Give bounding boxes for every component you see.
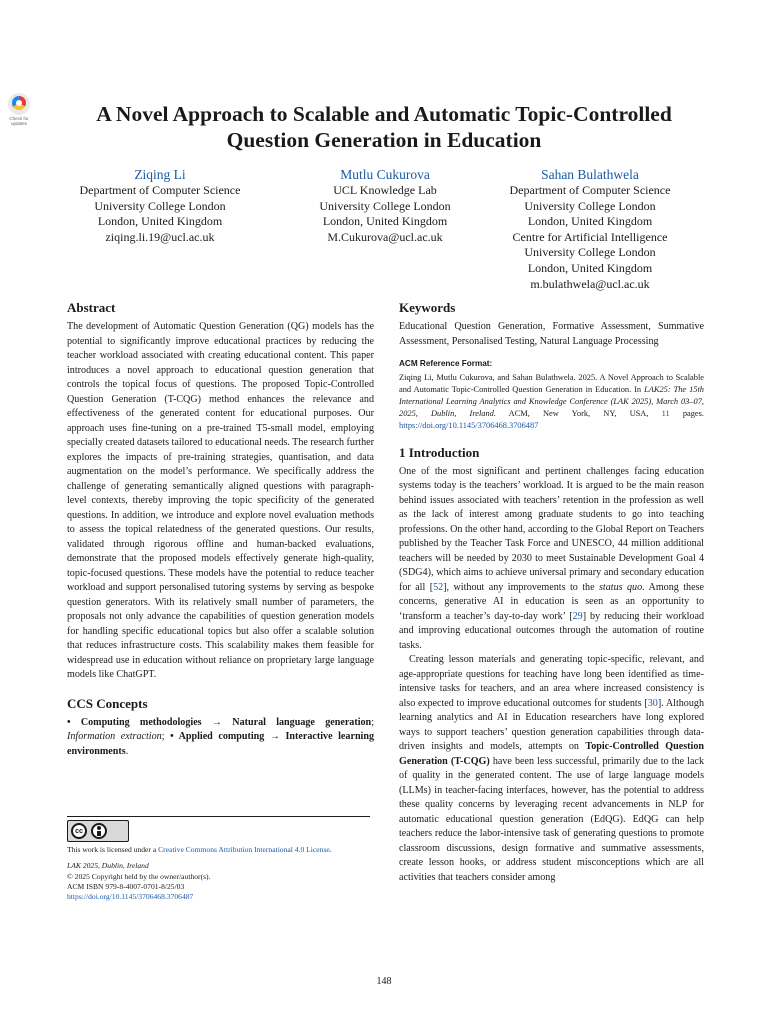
publication-meta — [67, 861, 370, 902]
author-affil: University College London — [524, 245, 656, 260]
author-3 — [490, 166, 690, 292]
ccs-heading: CCS Concepts — [67, 695, 148, 711]
ccs-part-1: • Computing methodologies → Natural language generation — [67, 716, 372, 728]
intro-paragraph-2 — [399, 653, 704, 885]
author-email: m.bulathwela@ucl.ac.uk — [530, 276, 650, 291]
text-run-italic: status quo — [599, 581, 643, 593]
attribution-icon — [91, 823, 107, 839]
ccs-concepts — [67, 716, 374, 760]
author-affil: UCL Knowledge Lab — [333, 183, 437, 197]
cc-by-logo[interactable] — [67, 820, 129, 842]
acm-ref-text — [399, 372, 704, 433]
author-affil: University College London — [94, 198, 226, 213]
acm-ref-pages-suffix: pages. — [669, 409, 704, 419]
acm-ref-doi-link[interactable]: https://doi.org/10.1145/3706468.3706487 — [399, 421, 539, 431]
author-name: Sahan Bulathwela — [541, 167, 639, 182]
author-affil: London, United Kingdom — [527, 214, 653, 229]
ccs-sep: ; — [161, 731, 171, 742]
license-divider — [67, 816, 370, 817]
intro-paragraph-1 — [399, 465, 704, 654]
text-run-bold: Topic-Controlled Question Generation (T-CQG) — [399, 741, 704, 767]
ccs-sep: ; — [371, 716, 374, 728]
text-run: One of the most significant and pertinent challenges facing education systems today is the teachers’ workload. It is argued to be the main reason behind issues associated with teachers’ retention in the profession as well as the lack of interest among graduate students to go into teaching professions. On the other hand, according to the Global Report on Teachers published by the Teacher Task Force and UNESCO, 44 million additional teachers will be needed by 2030 to meet Sustainable Development Goal 4 (SDG4), which aims to achieve universal primary and secondary education for all [ — [399, 465, 704, 593]
ccs-part-3: • Applied computing → Interactive learning environments — [67, 731, 375, 757]
citation-link[interactable]: 52 — [433, 581, 444, 593]
paper-title: A Novel Approach to Scalable and Automatic Topic-Controlled Question Generation in Education — [96, 102, 672, 152]
author-affil: Centre for Artificial Intelligence — [512, 229, 668, 244]
author-affil: London, United Kingdom — [322, 214, 448, 229]
acm-ref-pages[interactable]: 11 — [661, 409, 670, 419]
right-column — [399, 300, 704, 885]
author-affil: London, United Kingdom — [97, 214, 223, 229]
isbn: ACM ISBN 979-8-4007-0701-8/25/03 — [67, 881, 185, 891]
author-affil: Department of Computer Science — [79, 183, 241, 197]
license-text — [67, 845, 370, 855]
check-updates-icon — [8, 93, 30, 115]
doi-link[interactable]: https://doi.org/10.1145/3706468.3706487 — [67, 892, 194, 902]
acm-ref-heading: ACM Reference Format: — [399, 359, 493, 368]
acm-ref-publisher: ACM, New York, NY, USA, — [495, 409, 662, 419]
ccs-part-2: Information extraction — [67, 731, 162, 742]
license-suffix: . — [329, 845, 332, 854]
check-for-updates-badge[interactable] — [5, 93, 33, 126]
author-2 — [285, 166, 485, 245]
text-run: ] by reducing their workload and improving educational outcomes through the automation of routine tasks. — [399, 610, 704, 651]
venue: LAK 2025, Dublin, Ireland — [67, 861, 149, 871]
author-affil: University College London — [319, 198, 451, 213]
citation-link[interactable]: 29 — [572, 610, 583, 622]
badge-text: Check for updates — [9, 116, 29, 126]
keywords-text: Educational Question Generation, Formative Assessment, Summative Assessment, Personalised Testing, Natural Language Processing — [399, 321, 704, 347]
author-email: ziqing.li.19@ucl.ac.uk — [105, 229, 215, 244]
author-affil: Department of Computer Science — [509, 183, 671, 197]
page-number: 148 — [376, 976, 392, 987]
left-column — [67, 300, 374, 759]
license-block — [67, 816, 370, 902]
text-run: Creating lesson materials and generating topic-specific, relevant, and age-appropriate questions for teaching have long been identified as time-intensive tasks for teachers, and an area where increased consistency is also expected to improve educational outcomes for students [ — [399, 654, 704, 709]
text-run: ], without any improvements to the — [443, 581, 599, 593]
citation-link[interactable]: 30 — [647, 697, 658, 709]
author-name: Mutlu Cukurova — [340, 167, 430, 182]
license-prefix: This work is licensed under a — [67, 845, 159, 854]
acm-ref-venue: LAK25: The 15th International Learning Analytics and Knowledge Conference (LAK 2025), March 03–07, 2025, Dublin, Ireland. — [399, 384, 704, 419]
abstract-text: The development of Automatic Question Generation (QG) models has the potential to significantly improve educational practices by reducing the teacher workload associated with creating educational content. This paper introduces a novel approach to educational question generation that controls the topical focus of questions. The proposed Topic-Controlled Question Generation (T-CQG) method enhances the relevance and effectiveness of the generated content for educational purposes. Our approach uses fine-tuning on a pre-trained T5-small model, employing specially created datasets tailored to educational needs. The research further explores the impacts of pre-training strategies, quantisation, and data augmentation on the model’s performance. We specifically address the challenge of generating semantically aligned questions with paragraph-level contexts, thereby improving the topic specificity of the generated questions. In addition, we introduce and explore novel evaluation methods to assess the topical relatedness of the generated questions. Our results, validated through rigorous offline and human-backed evaluations, demonstrate that the proposed models effectively generate high-quality, topic-focused questions. These models have the potential to reduce teacher workload and support personalised tutoring systems by serving as bespoke question generators. With its relatively small number of parameters, the proposals not only advance the capabilities of question generation models for handling specific educational topics but also offer a scalable solution that reduces infrastructure costs. This scalability makes them feasible for widespread use in education without reliance on proprietary large language models like ChatGPT. — [67, 321, 374, 680]
author-affil: London, United Kingdom — [527, 260, 653, 275]
keywords-heading: Keywords — [399, 300, 456, 315]
text-run: ]. Although learning analytics and AI in Education researchers have long explored ways to support teachers’ question generation capabilities through data-driven insights and models, attempts on — [399, 697, 704, 753]
text-run: have been less successful, primarily due to the lack of quality in the generated content. The use of large language models (LLMs) in teacher-facing interfaces, however, has the potential to address these quality concerns by leveraging recent advancements in NLP for automatic educational question generation (EdQG). EdQG can help teachers reduce the labor-intensive task of generating questions to promote classroom discussions, design formative and summative assessments, create lesson hooks, or address student misconceptions which are all activities that teachers consider among — [399, 755, 704, 883]
acm-ref-authors: Ziqing Li, Mutlu Cukurova, and Sahan Bulathwela. 2025. A Novel Approach to Scalable and Automatic Topic-Controlled Question Generation in Education. In — [399, 372, 704, 394]
intro-heading: 1 Introduction — [399, 444, 480, 460]
ccs-end: . — [125, 745, 129, 757]
author-affil: University College London — [524, 198, 656, 213]
abstract-heading: Abstract — [67, 300, 116, 315]
copyright: © 2025 Copyright held by the owner/author(s). — [67, 871, 211, 881]
author-email: M.Cukurova@ucl.ac.uk — [327, 229, 443, 244]
author-1 — [60, 166, 260, 245]
cc-icon: cc — [71, 823, 87, 839]
author-name: Ziqing Li — [134, 167, 186, 182]
text-run: . Among these concerns, generative AI in education is seen as an opportunity to ‘transform a teacher’s day-to-day work’ [ — [399, 581, 704, 622]
license-link[interactable]: Creative Commons Attribution International 4.0 License — [158, 845, 330, 854]
